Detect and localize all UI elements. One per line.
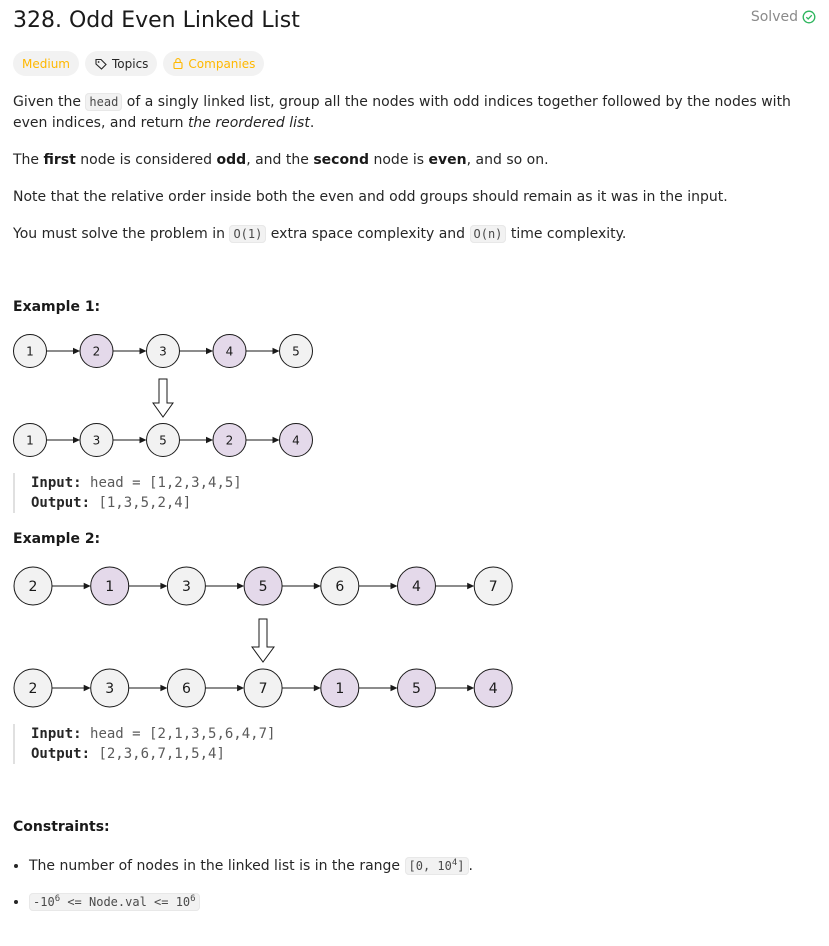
arrow-head xyxy=(237,685,244,691)
description-paragraph-4: You must solve the problem in O(1) extra space complexity and O(n) time complexity. xyxy=(13,226,627,242)
companies-label: Companies xyxy=(188,56,256,71)
problem-title: 328. Odd Even Linked List xyxy=(13,8,300,33)
node-label: 5 xyxy=(159,433,167,448)
value-range-code: $-10^6$ <= Node.val <= $10^6$ xyxy=(29,893,200,911)
head-code: head xyxy=(85,93,122,111)
tag-bar xyxy=(13,51,264,76)
node-label: 4 xyxy=(488,681,498,698)
example-2-io xyxy=(13,724,275,764)
node-label: 2 xyxy=(28,681,38,698)
solved-label: Solved xyxy=(750,9,798,25)
node-label: 1 xyxy=(335,681,345,698)
topics-label: Topics xyxy=(111,56,149,71)
example-1-output-list xyxy=(14,424,313,457)
arrow-head xyxy=(73,437,80,443)
input-value: head = [2,1,3,5,6,4,7] xyxy=(90,726,276,742)
arrow-head xyxy=(160,685,167,691)
input-label: Input: xyxy=(31,726,82,742)
node-label: 5 xyxy=(292,344,300,359)
example-2-heading: Example 2: xyxy=(13,531,101,547)
range-code: [0, $10^4$] xyxy=(405,857,469,875)
node-label: 7 xyxy=(488,579,498,596)
node-label: 3 xyxy=(92,433,101,448)
description-paragraph-1: Given the head of a singly linked list, group all the nodes with odd indices together followed by the nodes with even indices, and return the reordered list. xyxy=(13,94,791,131)
node-label: 2 xyxy=(28,579,38,596)
output-label: Output: xyxy=(31,746,91,762)
solved-status xyxy=(751,9,816,25)
space-complexity-code: O(1) xyxy=(229,225,266,243)
node-label: 5 xyxy=(258,579,268,596)
arrow-head xyxy=(314,583,321,589)
check-circle-icon xyxy=(802,10,816,24)
node-label: 6 xyxy=(335,579,345,596)
example-1-diagram xyxy=(0,325,340,465)
arrow-head xyxy=(391,583,398,589)
example-1-io xyxy=(13,473,242,513)
node-label: 4 xyxy=(292,433,300,448)
arrow-head xyxy=(84,685,91,691)
arrow-head xyxy=(140,348,147,354)
node-label: 1 xyxy=(26,433,34,448)
arrow-head xyxy=(160,583,167,589)
arrow-head xyxy=(140,437,147,443)
example-1-input-list xyxy=(14,335,313,368)
arrow-head xyxy=(391,685,398,691)
example-2-input-list xyxy=(14,567,512,605)
arrow-head xyxy=(206,348,213,354)
output-label: Output: xyxy=(31,495,91,511)
arrow-head xyxy=(467,685,474,691)
arrow-head xyxy=(273,348,280,354)
node-label: 3 xyxy=(105,681,115,698)
output-value: [1,3,5,2,4] xyxy=(98,495,192,511)
node-label: 6 xyxy=(181,681,191,698)
input-value: head = [1,2,3,4,5] xyxy=(90,475,242,491)
node-label: 3 xyxy=(181,579,191,596)
difficulty-badge: Medium xyxy=(13,51,79,76)
constraint-item xyxy=(29,889,473,913)
constraints-heading: Constraints: xyxy=(13,819,110,835)
node-label: 7 xyxy=(258,681,268,698)
arrow-head xyxy=(73,348,80,354)
node-label: 2 xyxy=(92,344,101,359)
example-1-heading: Example 1: xyxy=(13,299,101,315)
transform-arrow xyxy=(252,619,274,662)
arrow-head xyxy=(467,583,474,589)
companies-button[interactable] xyxy=(163,51,264,76)
input-label: Input: xyxy=(31,475,82,491)
arrow-head xyxy=(206,437,213,443)
topics-button[interactable] xyxy=(85,51,157,76)
node-label: 1 xyxy=(105,579,115,596)
node-label: 3 xyxy=(159,344,167,359)
description-paragraph-3: Note that the relative order inside both the even and odd groups should remain as it was in the input. xyxy=(13,189,728,205)
arrow-head xyxy=(273,437,280,443)
node-label: 4 xyxy=(225,344,234,359)
constraints-list xyxy=(13,853,473,925)
tag-icon xyxy=(94,57,108,71)
description-paragraph-2: The first node is considered odd, and the second node is even, and so on. xyxy=(13,152,549,168)
node-label: 5 xyxy=(412,681,421,698)
node-label: 2 xyxy=(225,433,234,448)
arrow-head xyxy=(314,685,321,691)
constraint-item: • The number of nodes in the linked list is in the range [0, $10^4$] . xyxy=(29,853,473,877)
node-label: 4 xyxy=(412,579,421,596)
arrow-head xyxy=(84,583,91,589)
output-value: [2,3,6,7,1,5,4] xyxy=(98,746,225,762)
node-label: 1 xyxy=(26,344,34,359)
lock-icon xyxy=(172,57,184,70)
example-2-diagram xyxy=(0,560,530,715)
example-2-output-list xyxy=(14,669,512,707)
transform-arrow xyxy=(153,379,173,417)
arrow-head xyxy=(237,583,244,589)
time-complexity-code: O(n) xyxy=(470,225,507,243)
